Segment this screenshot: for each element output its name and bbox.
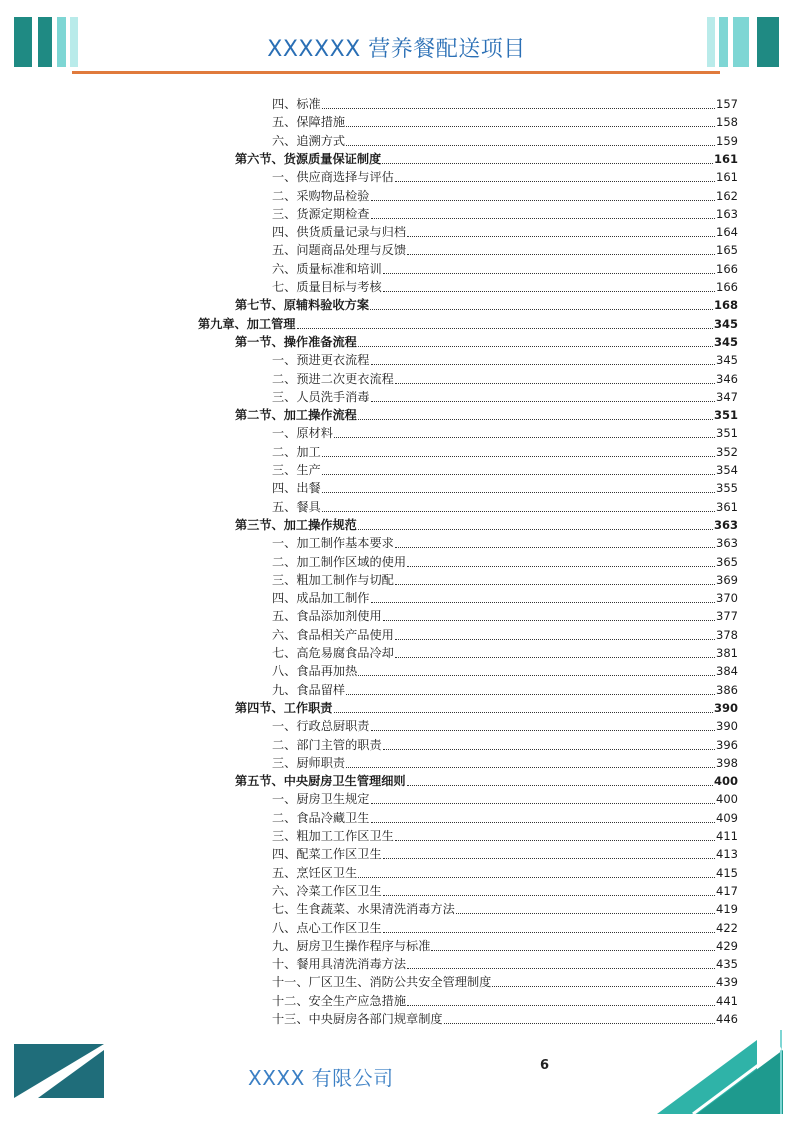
toc-leader-dots (358, 665, 715, 676)
toc-entry[interactable] (272, 388, 738, 406)
toc-entry[interactable] (272, 205, 738, 223)
toc-leader-dots (383, 739, 715, 750)
toc-entry-page: 381 (716, 646, 738, 660)
toc-entry-label: 第六节、货源质量保证制度 (235, 151, 382, 166)
toc-entry-label: 二、采购物品检验 (272, 188, 370, 203)
toc-entry-label: 十二、安全生产应急措施 (272, 993, 407, 1008)
toc-leader-dots (431, 940, 715, 951)
footer-company: XXXX 有限公司 (248, 1066, 394, 1090)
toc-entry-label: 一、供应商选择与评估 (272, 170, 394, 185)
toc-entry-page: 413 (716, 847, 738, 862)
toc-leader-dots (297, 318, 713, 329)
toc-entry-label: 五、问题商品处理与反馈 (272, 243, 407, 258)
toc-entry-label: 六、质量标准和培训 (272, 261, 382, 276)
toc-leader-dots (395, 629, 715, 640)
toc-entry-page: 400 (716, 792, 738, 807)
toc-entry-label: 三、厨师职责 (272, 755, 346, 770)
toc-leader-dots (358, 409, 713, 420)
toc-entry[interactable] (235, 333, 738, 351)
toc-entry-page: 166 (716, 280, 738, 294)
toc-leader-dots (444, 1013, 715, 1024)
toc-entry[interactable] (272, 534, 738, 552)
toc-entry[interactable] (272, 644, 738, 662)
toc-leader-dots (395, 830, 715, 841)
toc-leader-dots (371, 354, 716, 365)
toc-entry[interactable] (272, 278, 738, 296)
toc-entry-label: 三、人员洗手消毒 (272, 389, 370, 404)
toc-entry-page: 378 (716, 627, 738, 642)
toc-entry-label: 四、配菜工作区卫生 (272, 847, 382, 862)
toc-entry[interactable] (272, 626, 738, 644)
toc-entry-page: 164 (716, 225, 738, 240)
toc-entry-label: 五、食品添加剂使用 (272, 609, 382, 624)
toc-entry-label: 第一节、操作准备流程 (235, 334, 357, 349)
toc-leader-dots (456, 903, 715, 914)
toc-entry[interactable] (272, 717, 738, 735)
toc-entry-page: 345 (713, 316, 738, 331)
toc-entry-page: 415 (716, 865, 738, 880)
toc-entry-page: 429 (716, 938, 738, 953)
toc-entry-label: 二、加工 (272, 444, 321, 459)
toc-entry[interactable] (272, 1010, 738, 1028)
toc-entry-label: 五、保障措施 (272, 115, 346, 130)
toc-entry[interactable] (272, 955, 738, 973)
toc-entry-page: 390 (716, 719, 738, 734)
toc-entry-page: 161 (713, 151, 738, 166)
toc-entry-page: 446 (716, 1012, 738, 1026)
toc-entry-label: 十一、厂区卫生、消防公共安全管理制度 (272, 975, 492, 990)
toc-entry[interactable] (272, 95, 738, 113)
toc-entry-label: 一、原材料 (272, 426, 333, 441)
toc-entry[interactable] (272, 553, 738, 571)
toc-entry-label: 一、加工制作基本要求 (272, 536, 394, 551)
toc-entry-label: 二、食品冷藏卫生 (272, 810, 370, 825)
toc-entry-label: 六、冷菜工作区卫生 (272, 883, 382, 898)
toc-leader-dots (407, 775, 713, 786)
toc-entry[interactable] (272, 589, 738, 607)
toc-entry-page: 422 (716, 920, 738, 935)
toc-leader-dots (346, 684, 715, 695)
toc-leader-dots (383, 885, 715, 896)
toc-entry-page: 411 (716, 829, 738, 843)
toc-entry[interactable] (272, 864, 738, 882)
toc-entry[interactable] (272, 882, 738, 900)
toc-entry-label: 七、高危易腐食品冷却 (272, 646, 394, 660)
toc-entry-label: 四、成品加工制作 (272, 591, 370, 606)
toc-entry-page: 377 (716, 609, 738, 624)
toc-leader-dots (383, 263, 715, 274)
toc-entry-page: 166 (716, 261, 738, 276)
toc-leader-dots (346, 135, 715, 146)
toc-entry-label: 五、餐具 (272, 499, 321, 514)
toc-entry-label: 四、出餐 (272, 481, 321, 496)
toc-entry-page: 361 (716, 499, 738, 514)
toc-entry[interactable] (272, 479, 738, 497)
toc-entry-label: 三、粗加工制作与切配 (272, 572, 394, 587)
toc-entry-label: 五、烹饪区卫生 (272, 865, 358, 880)
toc-entry[interactable] (272, 571, 738, 589)
toc-entry-label: 四、供货质量记录与归档 (272, 225, 407, 240)
toc-leader-dots (383, 922, 715, 933)
toc-entry-page: 351 (713, 408, 738, 423)
toc-leader-dots (383, 610, 715, 621)
toc-entry[interactable] (272, 937, 738, 955)
toc-entry-page: 439 (716, 975, 738, 990)
toc-entry-label: 一、行政总厨职责 (272, 719, 370, 734)
toc-entry-page: 365 (716, 554, 738, 569)
toc-entry-label: 九、厨房卫生操作程序与标准 (272, 938, 431, 953)
toc-leader-dots (358, 867, 715, 878)
toc-entry-page: 157 (716, 97, 738, 111)
toc-entry-label: 第五节、中央厨房卫生管理细则 (235, 774, 406, 789)
toc-leader-dots (371, 812, 716, 823)
toc-leader-dots (371, 190, 716, 201)
toc-entry[interactable] (272, 223, 738, 241)
toc-entry-label: 第三节、加工操作规范 (235, 517, 357, 532)
toc-entry[interactable] (272, 132, 738, 150)
toc-entry-page: 363 (716, 536, 738, 551)
toc-entry[interactable] (272, 607, 738, 625)
toc-entry-label: 第二节、加工操作流程 (235, 408, 357, 423)
toc-entry[interactable] (272, 681, 738, 699)
page-number: 6 (540, 1058, 550, 1073)
toc-entry[interactable] (272, 790, 738, 808)
toc-entry[interactable] (272, 973, 738, 991)
toc-entry-page: 346 (716, 371, 738, 386)
toc-leader-dots (371, 391, 716, 402)
toc-entry-page: 162 (716, 188, 738, 203)
toc-entry-page: 163 (716, 206, 738, 221)
toc-entry-page: 355 (716, 481, 738, 496)
toc-leader-dots (395, 574, 715, 585)
toc-leader-dots (407, 556, 715, 567)
toc-entry[interactable] (272, 827, 738, 845)
toc-entry-page: 398 (716, 755, 738, 770)
toc-leader-dots (395, 171, 715, 182)
toc-entry-page: 419 (716, 902, 738, 917)
toc-leader-dots (334, 702, 713, 713)
toc-entry[interactable] (235, 516, 738, 534)
toc-entry-page: 347 (716, 389, 738, 404)
toc-entry-label: 七、生食蔬菜、水果清洗消毒方法 (272, 902, 455, 917)
toc-entry-label: 三、粗加工工作区卫生 (272, 829, 394, 843)
toc-leader-dots (322, 501, 715, 512)
toc-entry-label: 第七节、原辅料验收方案 (235, 298, 370, 313)
toc-entry[interactable] (272, 498, 738, 516)
toc-leader-dots (407, 244, 715, 255)
toc-entry-page: 168 (713, 298, 738, 313)
toc-leader-dots (407, 226, 715, 237)
toc-leader-dots (383, 281, 715, 292)
toc-entry[interactable] (272, 919, 738, 937)
toc-entry[interactable] (272, 260, 738, 278)
toc-entry-page: 159 (716, 133, 738, 148)
toc-leader-dots (322, 464, 715, 475)
toc-leader-dots (358, 519, 713, 530)
header-title: XXXXXX 营养餐配送项目 (267, 37, 526, 62)
toc-entry[interactable] (272, 736, 738, 754)
toc-entry[interactable] (272, 424, 738, 442)
toc-entry-label: 二、预进二次更衣流程 (272, 371, 394, 386)
toc-entry[interactable] (235, 296, 738, 314)
toc-leader-dots (371, 793, 716, 804)
toc-entry-page: 396 (716, 737, 738, 752)
toc-entry-label: 十、餐用具清洗消毒方法 (272, 957, 407, 972)
toc-leader-dots (395, 647, 715, 658)
toc-entry[interactable] (272, 113, 738, 131)
toc-entry-page: 435 (716, 957, 738, 972)
toc-entry-label: 一、预进更衣流程 (272, 353, 370, 368)
toc-entry[interactable] (235, 772, 738, 790)
toc-entry-page: 400 (713, 774, 738, 789)
toc-leader-dots (407, 995, 715, 1006)
toc-entry[interactable] (272, 992, 738, 1010)
toc-entry-label: 第四节、工作职责 (235, 700, 333, 715)
toc-leader-dots (383, 848, 715, 859)
toc-leader-dots (395, 373, 715, 384)
toc-entry[interactable] (272, 351, 738, 369)
toc-entry-page: 390 (713, 700, 738, 715)
toc-leader-dots (322, 446, 715, 457)
toc-entry-label: 七、质量目标与考核 (272, 280, 382, 294)
toc-entry[interactable] (272, 845, 738, 863)
toc-entry[interactable] (272, 187, 738, 205)
toc-entry-label: 四、标准 (272, 97, 321, 111)
toc-entry[interactable] (272, 370, 738, 388)
toc-entry-label: 八、食品再加热 (272, 664, 358, 679)
toc-entry[interactable] (272, 662, 738, 680)
toc-entry-page: 345 (716, 353, 738, 368)
toc-entry[interactable] (235, 406, 738, 424)
footer-decoration-right (657, 1030, 783, 1114)
toc-entry[interactable] (272, 443, 738, 461)
toc-leader-dots (382, 153, 713, 164)
toc-leader-dots (346, 116, 715, 127)
toc-leader-dots (322, 482, 715, 493)
toc-entry[interactable] (272, 809, 738, 827)
toc-leader-dots (492, 976, 715, 987)
toc-entry-page: 370 (716, 591, 738, 606)
toc-entry-page: 384 (716, 664, 738, 679)
toc-entry-page: 363 (713, 517, 738, 532)
toc-entry-page: 345 (713, 334, 738, 349)
toc-leader-dots (371, 208, 716, 219)
header-divider (72, 71, 720, 74)
toc-entry[interactable] (235, 150, 738, 168)
toc-entry-label: 九、食品留样 (272, 682, 346, 697)
toc-entry-page: 158 (716, 115, 738, 130)
toc-leader-dots (371, 720, 716, 731)
toc-entry-label: 二、加工制作区域的使用 (272, 554, 407, 569)
toc-leader-dots (334, 427, 715, 438)
toc-entry-label: 六、追溯方式 (272, 133, 346, 148)
toc-leader-dots (370, 299, 713, 310)
toc-entry-page: 369 (716, 572, 738, 587)
toc-entry-label: 八、点心工作区卫生 (272, 920, 382, 935)
toc-entry-page: 165 (716, 243, 738, 258)
toc-entry-label: 六、食品相关产品使用 (272, 627, 394, 642)
toc-entry-page: 409 (716, 810, 738, 825)
toc-leader-dots (358, 336, 713, 347)
toc-entry[interactable] (272, 241, 738, 259)
toc-entry-page: 352 (716, 444, 738, 459)
toc-entry-page: 386 (716, 682, 738, 697)
toc-entry-label: 二、部门主管的职责 (272, 737, 382, 752)
toc-entry[interactable] (198, 315, 738, 333)
toc-entry-page: 161 (716, 170, 738, 185)
toc-leader-dots (371, 592, 716, 603)
toc-entry-page: 417 (716, 883, 738, 898)
footer-decoration-left (14, 1044, 106, 1100)
toc-entry[interactable] (272, 168, 738, 186)
toc-entry[interactable] (272, 461, 738, 479)
toc-entry-page: 441 (716, 993, 738, 1008)
toc-entry-label: 三、货源定期检查 (272, 206, 370, 221)
toc-entry[interactable] (272, 900, 738, 918)
toc-entry-page: 351 (716, 426, 738, 441)
toc-entry-label: 三、生产 (272, 463, 321, 477)
toc-leader-dots (407, 958, 715, 969)
toc-entry[interactable] (272, 754, 738, 772)
toc-entry[interactable] (235, 699, 738, 717)
toc-entry-label: 十三、中央厨房各部门规章制度 (272, 1012, 443, 1026)
toc-entry-label: 第九章、加工管理 (198, 316, 296, 331)
toc-entry-label: 一、厨房卫生规定 (272, 792, 370, 807)
toc-leader-dots (346, 757, 715, 768)
toc-leader-dots (322, 98, 715, 109)
toc-entry-page: 354 (716, 463, 738, 477)
toc-leader-dots (395, 537, 715, 548)
